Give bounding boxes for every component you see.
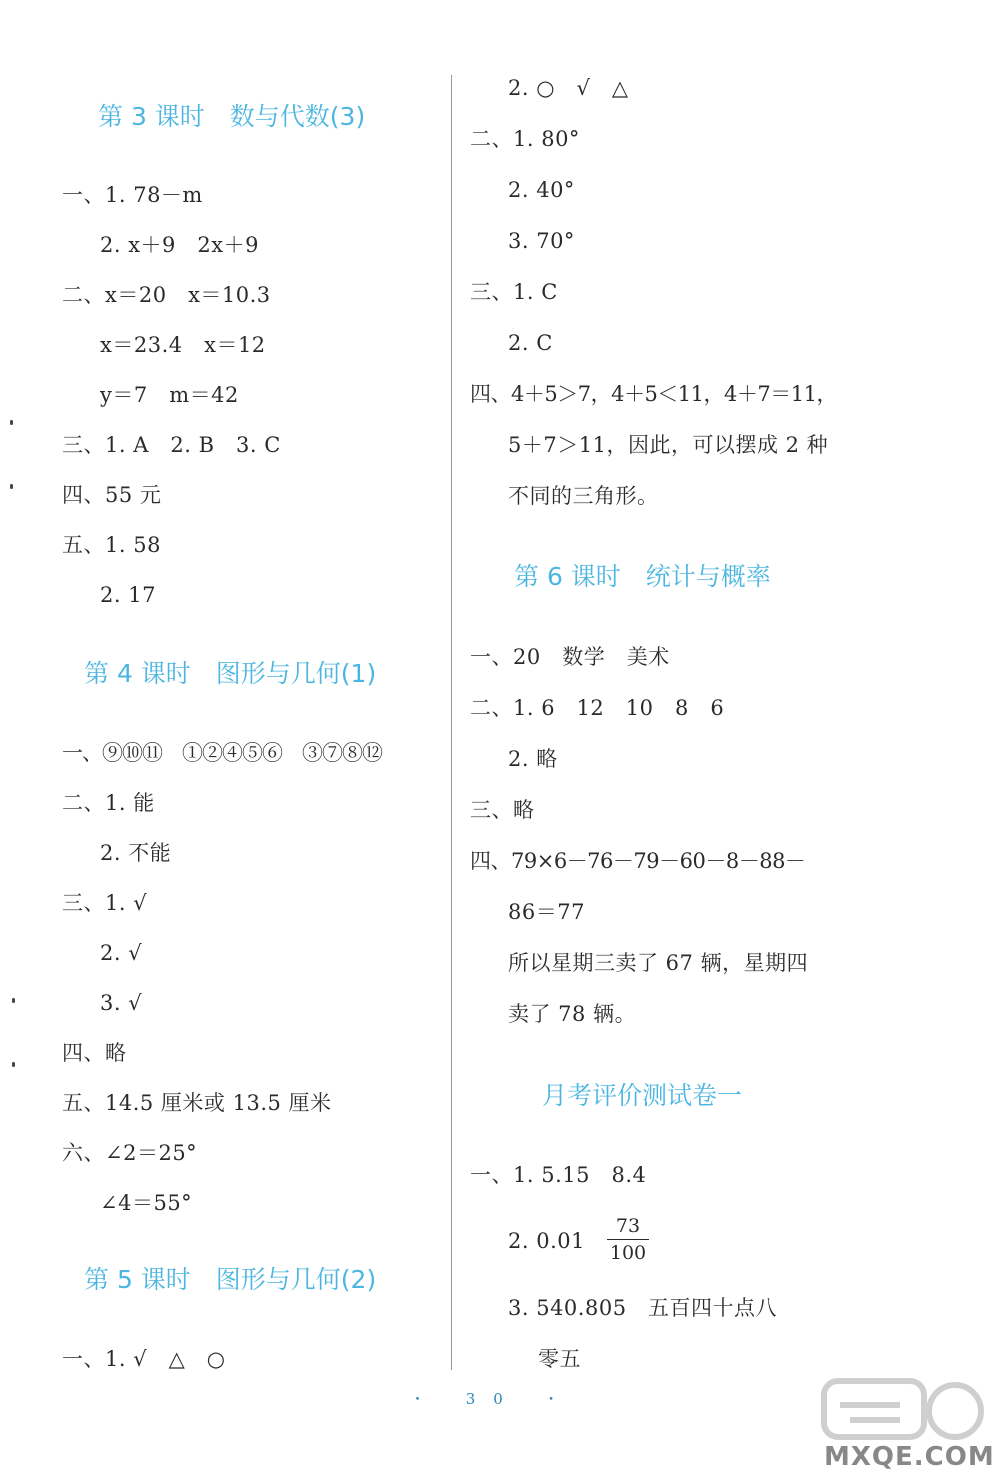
- answer-line: 一、1. 5.15 8.4: [470, 1163, 647, 1187]
- fraction-denominator: 100: [609, 1242, 647, 1264]
- answer-line: 一、1. √ △ ○: [62, 1347, 226, 1371]
- answer-line: x＝23.4 x＝12: [100, 333, 266, 357]
- answer-line: 2. 不能: [100, 841, 172, 865]
- answer-line: 2. √: [100, 941, 143, 965]
- answer-line: 五、14.5 厘米或 13.5 厘米: [62, 1091, 332, 1115]
- answer-line: 86＝77: [508, 900, 585, 924]
- answer-line: 5＋7＞11，因此，可以摆成 2 种: [508, 433, 829, 457]
- answer-line: 2. 40°: [508, 178, 575, 202]
- section-heading-lesson-6: 第 6 课时 统计与概率: [514, 562, 771, 591]
- scan-speck: [10, 420, 13, 425]
- answer-line: 3. 540.805 五百四十点八: [508, 1296, 778, 1320]
- answer-line: 三、略: [470, 798, 535, 822]
- answer-line: 一、⑨⑩⑪ ①②④⑤⑥ ③⑦⑧⑫: [62, 741, 382, 765]
- answer-line: 三、1. C: [470, 280, 558, 304]
- answer-line: y＝7 m＝42: [100, 383, 239, 407]
- answer-line: 一、1. 78－m: [62, 183, 203, 207]
- fraction: [607, 1214, 649, 1265]
- answer-line: 二、1. 6 12 10 8 6: [470, 696, 725, 720]
- fraction-numerator: 73: [615, 1215, 641, 1237]
- fraction-bar: [607, 1239, 649, 1240]
- answer-line: 3. √: [100, 991, 143, 1015]
- answer-line: 六、∠2＝25°: [62, 1141, 198, 1165]
- answer-line: 2. ○ √ △: [508, 76, 629, 100]
- watermark-text: MXQE.COM: [824, 1442, 995, 1472]
- answer-line: 不同的三角形。: [508, 484, 659, 508]
- answer-line: 一、20 数学 美术: [470, 645, 670, 669]
- answer-line: 2. 17: [100, 583, 156, 607]
- page-number: ・ 30 ・: [410, 1390, 577, 1408]
- answer-line: ∠4＝55°: [100, 1191, 193, 1215]
- scan-speck: [10, 484, 13, 489]
- column-divider: [451, 75, 452, 1370]
- section-heading-lesson-5: 第 5 课时 图形与几何(2): [84, 1265, 377, 1294]
- answer-line: 五、1. 58: [62, 533, 161, 557]
- section-heading-monthly-test: 月考评价测试卷一: [542, 1081, 743, 1110]
- answer-line: 四、4＋5＞7，4＋5＜11，4＋7＝11，: [470, 382, 837, 406]
- answer-line: 卖了 78 辆。: [508, 1002, 637, 1026]
- answer-line: 四、略: [62, 1041, 127, 1065]
- scan-speck: [12, 1062, 15, 1067]
- section-heading-lesson-3: 第 3 课时 数与代数(3): [98, 102, 366, 131]
- answer-line: 2. 0.01: [508, 1229, 585, 1253]
- answer-line: 零五: [538, 1347, 581, 1371]
- answer-line: 3. 70°: [508, 229, 575, 253]
- section-heading-lesson-4: 第 4 课时 图形与几何(1): [84, 659, 377, 688]
- answer-line: 2. 略: [508, 747, 558, 771]
- answer-line: 所以星期三卖了 67 辆，星期四: [508, 951, 809, 975]
- answer-line: 三、1. A 2. B 3. C: [62, 433, 281, 457]
- scan-speck: [12, 998, 15, 1003]
- answer-line: 四、79×6－76－79－60－8－88－: [470, 849, 806, 873]
- answer-line: 2. C: [508, 331, 553, 355]
- answer-line: 2. x＋9 2x＋9: [100, 233, 259, 257]
- answer-line: 二、1. 能: [62, 791, 155, 815]
- answer-line: 二、x＝20 x＝10.3: [62, 283, 271, 307]
- answer-line: 四、55 元: [62, 483, 162, 507]
- answer-line: 二、1. 80°: [470, 127, 580, 151]
- answer-line: 三、1. √: [62, 891, 148, 915]
